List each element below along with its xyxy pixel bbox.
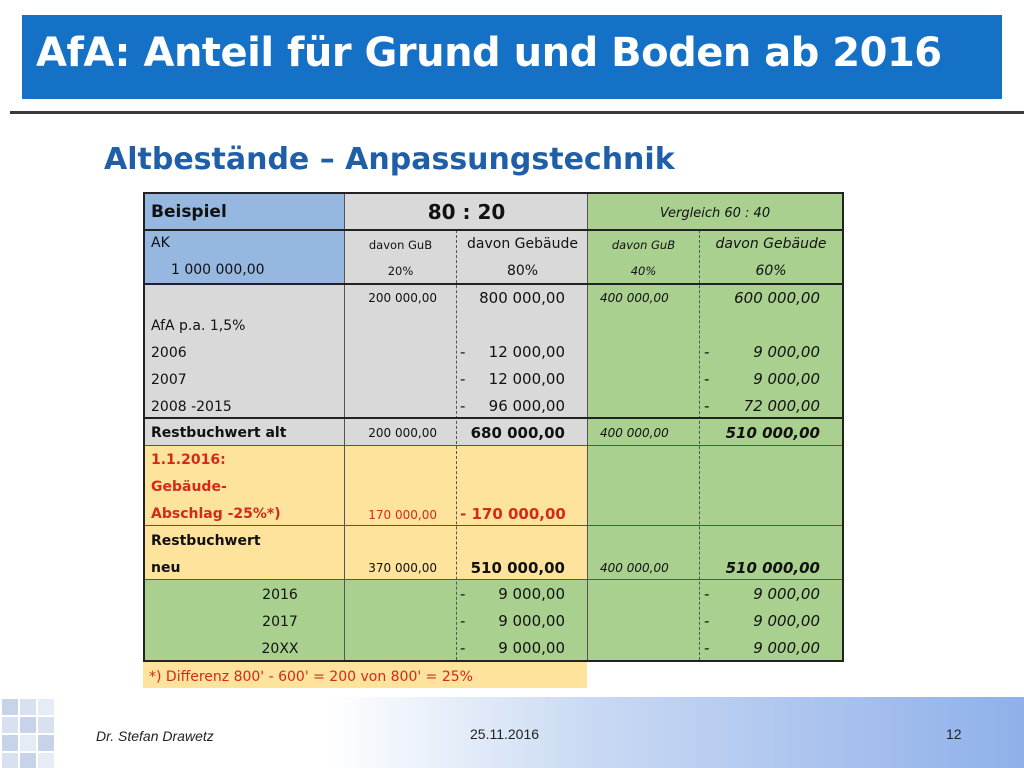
restbuchwert-alt-label: Restbuchwert alt [151,425,287,441]
col-v-gub-pct: 40% [630,264,657,278]
afa-gebaeude: 96 000,00 [488,397,565,415]
future-year: 20XX [261,641,299,657]
afa-year: 2008 -2015 [151,399,232,415]
afa-v-gebaeude: 72 000,00 [743,397,820,415]
future-gebaeude: 9 000,00 [498,612,565,630]
split-gebaeude: 800 000,00 [479,289,565,307]
grid-line [145,417,842,419]
minus-sign: - [460,370,466,388]
future-v-gebaeude: 9 000,00 [753,639,820,657]
page-number: 12 [946,726,962,742]
afa-label: AfA p.a. 1,5% [151,318,246,334]
footnote: *) Differenz 800' - 600' = 200 von 800' = 25% [149,669,473,685]
restbuchwert-neu-line2: neu [151,560,181,576]
afa-gebaeude: 12 000,00 [488,343,565,361]
future-v-gebaeude: 9 000,00 [753,585,820,603]
col-gub-pct: 20% [387,264,414,278]
minus-sign: - [704,639,710,657]
slide-subtitle: Altbestände – Anpassungstechnik [104,142,675,177]
restbuchwert-alt-gub: 200 000,00 [368,426,437,440]
split-gub: 200 000,00 [368,291,437,305]
grid-line [145,283,842,285]
afa-table [143,192,844,662]
abschlag-line3: Abschlag -25%*) [151,506,281,522]
minus-sign: - [460,612,466,630]
split-v-gub: 400 000,00 [600,291,669,305]
col-gub: davon GuB [368,238,433,252]
afa-year: 2007 [151,372,187,388]
minus-sign: - [460,397,466,415]
future-gebaeude: 9 000,00 [498,639,565,657]
abschlag-gub: 170 000,00 [368,508,437,522]
minus-sign: - [460,585,466,603]
minus-sign: - [704,585,710,603]
slide-title: AfA: Anteil für Grund und Boden ab 2016 [36,30,942,76]
col-v-gebaeude-pct: 60% [755,263,787,279]
grid-line [145,445,842,446]
footer-decoration [0,697,70,768]
split-v-gebaeude: 600 000,00 [734,289,820,307]
restbuchwert-alt-gebaeude: 680 000,00 [470,424,565,442]
header-ratio: 80 : 20 [427,200,506,224]
ak-value: 1 000 000,00 [171,262,265,278]
restbuchwert-neu-gebaeude: 510 000,00 [470,559,565,577]
abschlag-line1: 1.1.2016: [151,452,226,468]
restbuchwert-alt-v-gub: 400 000,00 [600,426,669,440]
abschlag-gebaeude: - 170 000,00 [460,505,566,523]
col-gebaeude-pct: 80% [506,263,539,279]
restbuchwert-neu-v-gebaeude: 510 000,00 [725,559,820,577]
grid-line [145,229,842,231]
afa-v-gebaeude: 9 000,00 [753,370,820,388]
col-v-gub: davon GuB [611,238,676,252]
restbuchwert-neu-v-gub: 400 000,00 [600,561,669,575]
restbuchwert-neu-gub: 370 000,00 [368,561,437,575]
abschlag-line2: Gebäude- [151,479,227,495]
grid-line [145,579,842,580]
restbuchwert-neu-line1: Restbuchwert [151,533,261,549]
future-v-gebaeude: 9 000,00 [753,612,820,630]
afa-v-gebaeude: 9 000,00 [753,343,820,361]
footer-author: Dr. Stefan Drawetz [96,728,214,744]
minus-sign: - [460,343,466,361]
future-gebaeude: 9 000,00 [498,585,565,603]
ak-label: AK [151,235,170,251]
header-beispiel: Beispiel [151,202,227,222]
minus-sign: - [460,639,466,657]
afa-year: 2006 [151,345,187,361]
restbuchwert-alt-v-gebaeude: 510 000,00 [725,424,820,442]
minus-sign: - [704,612,710,630]
minus-sign: - [704,370,710,388]
afa-gebaeude: 12 000,00 [488,370,565,388]
col-gebaeude: davon Gebäude [467,236,578,252]
header-vergleich: Vergleich 60 : 40 [659,206,771,221]
future-year: 2016 [262,587,298,603]
future-year: 2017 [262,614,298,630]
title-divider [10,111,1024,114]
col-v-gebaeude: davon Gebäude [715,236,827,252]
footer-date: 25.11.2016 [470,726,540,742]
minus-sign: - [704,343,710,361]
minus-sign: - [704,397,710,415]
grid-line [145,525,842,526]
